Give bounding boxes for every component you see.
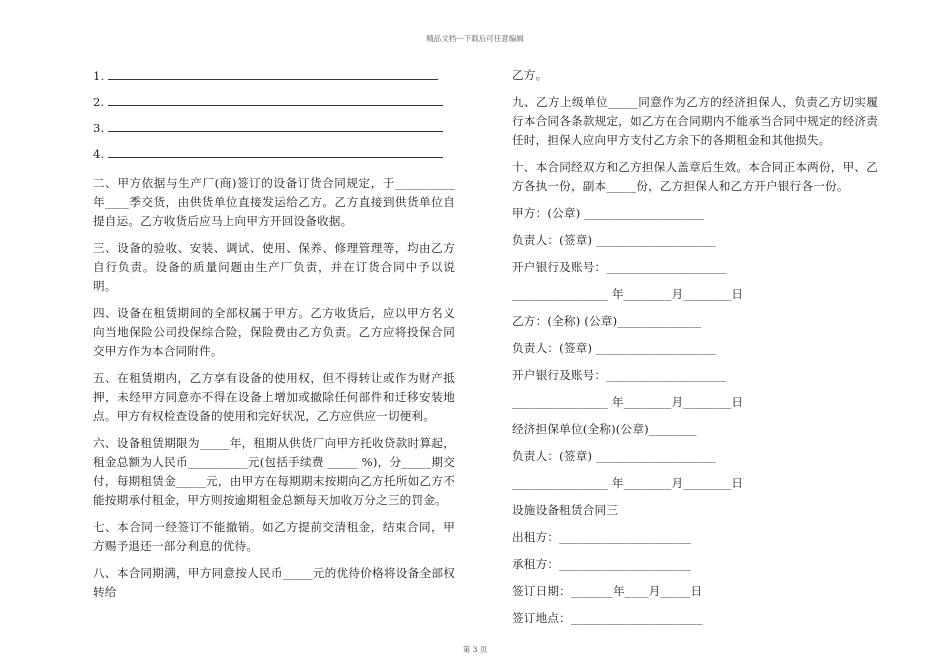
right-column — [512, 66, 878, 636]
clause-4: 四、设备在租赁期间的全部权属于甲方。乙方收货后，应以甲方名义向当地保险公司投保综合险，保险费由乙方负责。乙方应将投保合同交甲方作为本合同附件。 — [93, 306, 455, 358]
guarantor-seal: 经济担保单位(全称)(公章)________ — [512, 422, 697, 436]
guarantor-date: ________________ 年________月________日 — [512, 476, 744, 490]
page-header: 精品文档---下载后可任意编辑 — [426, 34, 524, 43]
party-a-responsible: 负责人：(签章) ____________________ — [512, 233, 717, 247]
numbered-line-1 — [93, 66, 455, 86]
party-b-responsible: 负责人：(签章) ____________________ — [512, 341, 717, 355]
left-column — [93, 66, 455, 610]
clause-9: 九、乙方上级单位_____同意作为乙方的经济担保人，负责乙方切实履行本合同各条款规定，如乙方在合同期内不能承当合同中规定的经济责任时，担保人应向甲方支付乙方余下的各期租金和其他损失。 — [512, 95, 878, 147]
numbered-line-3 — [93, 118, 455, 138]
clause-8: 八、本合同期满，甲方同意按人民币_____元的优待价格将设备全部权转给 — [93, 566, 455, 599]
party-a-seal: 甲方：(公章) ____________________ — [512, 206, 705, 220]
blank-line — [108, 66, 438, 80]
blank-line — [108, 144, 443, 158]
item-number: 2. — [93, 95, 105, 109]
clause-10: 十、本合同经双方和乙方担保人盖章后生效。本合同正本两份，甲、乙方各执一份，副本_____份，乙方担保人和乙方开户银行各一份。 — [512, 160, 878, 193]
clause-7: 七、本合同一经签订不能撤销。如乙方提前交清租金，结束合同，甲方赐予退还一部分利息的优待。 — [93, 520, 455, 553]
party-b-seal: 乙方：(全称) (公章)______________ — [512, 314, 702, 328]
clause-8-continued: 乙方。 — [512, 68, 548, 82]
blank-line — [108, 92, 443, 106]
guarantor-responsible: 负责人：(签章) ____________________ — [512, 449, 717, 463]
item-number: 3. — [93, 121, 105, 135]
party-a-bank: 开户银行及账号：____________________ — [512, 260, 727, 274]
contract-three-title: 设施设备租赁合同三 — [512, 503, 619, 517]
numbered-line-2 — [93, 92, 455, 112]
numbered-line-4 — [93, 144, 455, 164]
signing-place-field: 签订地点：______________________ — [512, 611, 703, 625]
party-b-bank: 开户银行及账号：____________________ — [512, 368, 727, 382]
clause-5: 五、在租赁期内，乙方享有设备的使用权，但不得转让或作为财产抵押，未经甲方同意亦不得在设备上增加或撤除任何部件和迁移安装地点。甲方有权检查设备的使用和完好状况，乙方应供应一切便利。 — [93, 371, 455, 423]
lessor-field: 出租方：______________________ — [512, 530, 692, 544]
item-number: 4. — [93, 147, 105, 161]
clause-6: 六、设备租赁期限为_____年，租期从供货厂向甲方托收贷款时算起，租金总额为人民币__________元(包括手续费 _____ %)，分_____期交付，每期租赁金_____元，由甲方在每期期末按期向乙方托所如乙方不能按期承付租金，甲方则按逾期租金总额每天加收万分之三的罚金。 — [93, 436, 455, 507]
item-number: 1. — [93, 69, 105, 83]
page-footer: 第 3 页 — [462, 645, 488, 654]
blank-line — [108, 118, 443, 132]
clause-2: 二、甲方依据与生产厂(商)签订的设备订货合同规定，于__________年____季交货，由供货单位直接发运给乙方。乙方直接到供货单位自提自运。乙方收货后应马上向甲方开回设备收据。 — [93, 176, 455, 228]
signing-date-field: 签订日期：_______年____月_____日 — [512, 584, 703, 598]
party-b-date: ________________ 年________月________日 — [512, 395, 744, 409]
clause-3: 三、设备的验收、安装、调试、使用、保养、修理管理等，均由乙方自行负责。设备的质量问题由生产厂负责，并在订货合同中予以说明。 — [93, 241, 455, 293]
party-a-date: ________________ 年________月________日 — [512, 287, 744, 301]
lessee-field: 承租方：______________________ — [512, 557, 692, 571]
